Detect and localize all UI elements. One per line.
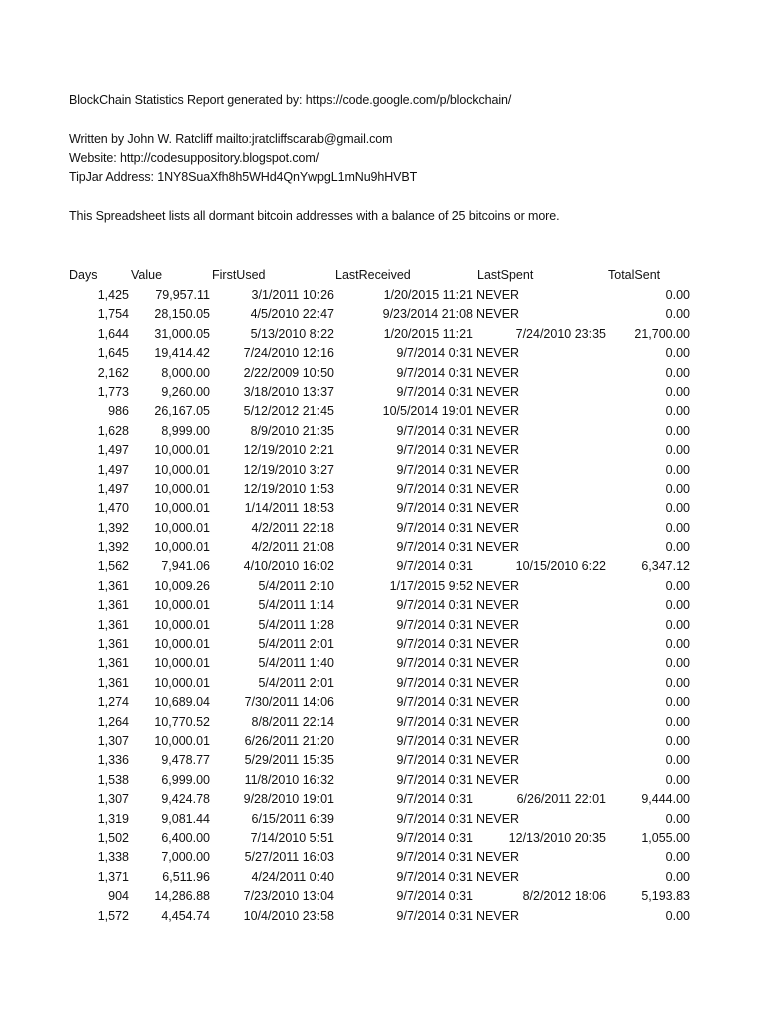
cell-last-spent: NEVER xyxy=(476,384,520,399)
cell-total-sent: 0.00 xyxy=(665,501,690,516)
cell-first-used: 12/19/2010 1:53 xyxy=(243,481,334,496)
cell-last-spent: NEVER xyxy=(476,714,520,729)
cell-value: 7,000.00 xyxy=(161,850,210,865)
cell-total-sent: 0.00 xyxy=(665,443,690,458)
cell-last-spent: NEVER xyxy=(476,869,520,884)
cell-days: 1,562 xyxy=(97,559,129,574)
cell-days: 1,319 xyxy=(97,811,129,826)
table-row xyxy=(0,441,768,460)
cell-value: 10,000.01 xyxy=(154,540,210,555)
cell-days: 1,470 xyxy=(97,501,129,516)
cell-last-received: 9/7/2014 0:31 xyxy=(396,559,473,574)
cell-last-received: 9/7/2014 0:31 xyxy=(396,869,473,884)
cell-last-received: 9/7/2014 0:31 xyxy=(396,443,473,458)
cell-days: 1,497 xyxy=(97,462,129,477)
cell-total-sent: 0.00 xyxy=(665,753,690,768)
cell-first-used: 10/4/2010 23:58 xyxy=(243,908,334,923)
table-row xyxy=(0,887,768,906)
cell-last-spent: 12/13/2010 20:35 xyxy=(508,830,606,845)
table-row xyxy=(0,402,768,421)
cell-last-spent: NEVER xyxy=(476,443,520,458)
cell-last-spent: 8/2/2012 18:06 xyxy=(522,889,606,904)
cell-last-received: 9/7/2014 0:31 xyxy=(396,637,473,652)
table-row xyxy=(0,635,768,654)
cell-value: 10,689.04 xyxy=(154,695,210,710)
cell-last-received: 9/7/2014 0:31 xyxy=(396,501,473,516)
table-body xyxy=(0,286,768,926)
cell-value: 8,999.00 xyxy=(161,423,210,438)
cell-total-sent: 0.00 xyxy=(665,384,690,399)
cell-total-sent: 0.00 xyxy=(665,850,690,865)
cell-days: 1,371 xyxy=(97,869,129,884)
cell-first-used: 5/4/2011 1:28 xyxy=(258,617,334,632)
cell-first-used: 9/28/2010 19:01 xyxy=(243,792,334,807)
cell-total-sent: 6,347.12 xyxy=(641,559,690,574)
cell-last-received: 9/7/2014 0:31 xyxy=(396,617,473,632)
cell-total-sent: 0.00 xyxy=(665,423,690,438)
cell-last-received: 9/7/2014 0:31 xyxy=(396,520,473,535)
cell-last-received: 9/7/2014 0:31 xyxy=(396,753,473,768)
table-row xyxy=(0,557,768,576)
cell-days: 1,392 xyxy=(97,540,129,555)
table-row xyxy=(0,519,768,538)
cell-last-spent: NEVER xyxy=(476,365,520,380)
cell-total-sent: 0.00 xyxy=(665,733,690,748)
cell-total-sent: 0.00 xyxy=(665,695,690,710)
cell-last-received: 9/7/2014 0:31 xyxy=(396,733,473,748)
cell-first-used: 5/4/2011 1:14 xyxy=(258,598,334,613)
cell-total-sent: 21,700.00 xyxy=(634,326,690,341)
cell-first-used: 11/8/2010 16:32 xyxy=(244,772,334,787)
table-row xyxy=(0,577,768,596)
cell-last-spent: NEVER xyxy=(476,288,520,302)
cell-value: 14,286.88 xyxy=(154,889,210,904)
cell-days: 1,307 xyxy=(97,792,129,807)
cell-last-received: 9/7/2014 0:31 xyxy=(396,481,473,496)
cell-last-received: 1/17/2015 9:52 xyxy=(389,578,473,593)
cell-value: 10,000.01 xyxy=(154,675,210,690)
cell-value: 6,999.00 xyxy=(161,772,210,787)
cell-last-spent: NEVER xyxy=(476,811,520,826)
cell-days: 1,773 xyxy=(97,384,129,399)
cell-last-spent: NEVER xyxy=(476,423,520,438)
cell-value: 10,009.26 xyxy=(154,578,210,593)
cell-days: 1,361 xyxy=(97,617,129,632)
cell-last-spent: NEVER xyxy=(476,753,520,768)
cell-days: 1,336 xyxy=(97,753,129,768)
cell-total-sent: 0.00 xyxy=(665,675,690,690)
cell-value: 10,000.01 xyxy=(154,656,210,671)
cell-first-used: 4/10/2010 16:02 xyxy=(243,559,334,574)
cell-days: 1,361 xyxy=(97,637,129,652)
table-row xyxy=(0,654,768,673)
column-header-value: Value xyxy=(131,268,163,282)
cell-value: 9,478.77 xyxy=(161,753,210,768)
cell-value: 7,941.06 xyxy=(161,559,210,574)
cell-days: 1,497 xyxy=(97,481,129,496)
cell-last-received: 9/23/2014 21:08 xyxy=(382,307,473,322)
cell-total-sent: 0.00 xyxy=(665,365,690,380)
cell-total-sent: 0.00 xyxy=(665,481,690,496)
cell-total-sent: 0.00 xyxy=(665,598,690,613)
cell-total-sent: 0.00 xyxy=(665,811,690,826)
tipjar-line: TipJar Address: 1NY8SuaXfh8h5WHd4QnYwpgL1mNu9hHVBT xyxy=(69,170,418,184)
cell-days: 904 xyxy=(108,889,129,904)
cell-first-used: 5/4/2011 1:40 xyxy=(258,656,334,671)
cell-first-used: 5/13/2010 8:22 xyxy=(250,326,334,341)
cell-first-used: 8/8/2011 22:14 xyxy=(251,714,334,729)
cell-total-sent: 0.00 xyxy=(665,714,690,729)
cell-last-spent: 10/15/2010 6:22 xyxy=(515,559,606,574)
cell-first-used: 4/2/2011 21:08 xyxy=(251,540,334,555)
table-row xyxy=(0,461,768,480)
cell-first-used: 5/4/2011 2:01 xyxy=(258,675,334,690)
website-line: Website: http://codesuppository.blogspot.com/ xyxy=(69,151,320,165)
cell-last-received: 9/7/2014 0:31 xyxy=(396,772,473,787)
cell-value: 26,167.05 xyxy=(154,404,210,419)
cell-last-spent: NEVER xyxy=(476,850,520,865)
table-row xyxy=(0,538,768,557)
cell-days: 1,392 xyxy=(97,520,129,535)
cell-last-spent: NEVER xyxy=(476,540,520,555)
cell-days: 1,538 xyxy=(97,772,129,787)
cell-days: 1,502 xyxy=(97,830,129,845)
cell-value: 79,957.11 xyxy=(155,288,210,302)
cell-last-received: 9/7/2014 0:31 xyxy=(396,675,473,690)
cell-total-sent: 0.00 xyxy=(665,772,690,787)
cell-days: 1,361 xyxy=(97,578,129,593)
cell-value: 10,000.01 xyxy=(154,481,210,496)
cell-total-sent: 0.00 xyxy=(665,404,690,419)
column-header-last-spent: LastSpent xyxy=(477,268,534,282)
cell-last-received: 9/7/2014 0:31 xyxy=(396,346,473,361)
cell-days: 1,497 xyxy=(97,443,129,458)
cell-total-sent: 0.00 xyxy=(665,656,690,671)
cell-last-received: 9/7/2014 0:31 xyxy=(396,792,473,807)
cell-days: 1,264 xyxy=(97,714,129,729)
cell-first-used: 5/29/2011 15:35 xyxy=(244,753,334,768)
table-row xyxy=(0,364,768,383)
cell-first-used: 3/18/2010 13:37 xyxy=(243,384,334,399)
table-row xyxy=(0,848,768,867)
cell-total-sent: 0.00 xyxy=(665,346,690,361)
table-header-row xyxy=(0,266,768,286)
cell-last-spent: 7/24/2010 23:35 xyxy=(515,326,606,341)
table-row xyxy=(0,771,768,790)
cell-last-spent: NEVER xyxy=(476,346,520,361)
table-row xyxy=(0,868,768,887)
cell-last-spent: NEVER xyxy=(476,462,520,477)
cell-value: 10,000.01 xyxy=(154,520,210,535)
cell-total-sent: 0.00 xyxy=(665,869,690,884)
cell-first-used: 2/22/2009 10:50 xyxy=(243,365,334,380)
cell-last-received: 9/7/2014 0:31 xyxy=(396,423,473,438)
column-header-first-used: FirstUsed xyxy=(212,268,266,282)
cell-days: 1,572 xyxy=(97,908,129,923)
cell-total-sent: 0.00 xyxy=(665,578,690,593)
cell-last-received: 9/7/2014 0:31 xyxy=(396,656,473,671)
cell-days: 1,644 xyxy=(97,326,129,341)
cell-total-sent: 0.00 xyxy=(665,307,690,322)
table-row xyxy=(0,596,768,615)
cell-total-sent: 5,193.83 xyxy=(641,889,690,904)
cell-last-spent: NEVER xyxy=(476,617,520,632)
cell-value: 6,511.96 xyxy=(162,869,210,884)
table-row xyxy=(0,616,768,635)
author-line: Written by John W. Ratcliff mailto:jratcliffscarab@gmail.com xyxy=(69,132,393,146)
cell-last-spent: NEVER xyxy=(476,520,520,535)
cell-last-spent: NEVER xyxy=(476,637,520,652)
cell-total-sent: 0.00 xyxy=(665,520,690,535)
column-header-last-received: LastReceived xyxy=(335,268,411,282)
cell-last-spent: NEVER xyxy=(476,578,520,593)
cell-last-spent: NEVER xyxy=(476,598,520,613)
cell-first-used: 7/30/2011 14:06 xyxy=(244,695,334,710)
table-row xyxy=(0,790,768,809)
table-row xyxy=(0,383,768,402)
cell-value: 9,081.44 xyxy=(161,811,210,826)
cell-last-received: 9/7/2014 0:31 xyxy=(396,811,473,826)
cell-total-sent: 0.00 xyxy=(665,288,690,302)
cell-last-spent: NEVER xyxy=(476,481,520,496)
table-row xyxy=(0,344,768,363)
table-row xyxy=(0,480,768,499)
table-row xyxy=(0,810,768,829)
cell-days: 1,754 xyxy=(97,307,129,322)
cell-value: 10,770.52 xyxy=(154,714,210,729)
cell-value: 28,150.05 xyxy=(154,307,210,322)
cell-last-received: 9/7/2014 0:31 xyxy=(396,384,473,399)
cell-first-used: 8/9/2010 21:35 xyxy=(250,423,334,438)
table-row xyxy=(0,325,768,344)
cell-value: 4,454.74 xyxy=(161,908,210,923)
cell-last-received: 9/7/2014 0:31 xyxy=(396,462,473,477)
cell-total-sent: 0.00 xyxy=(665,908,690,923)
cell-last-received: 9/7/2014 0:31 xyxy=(396,714,473,729)
table-row xyxy=(0,713,768,732)
dormant-addresses-table xyxy=(0,266,768,926)
cell-last-spent: NEVER xyxy=(476,307,520,322)
cell-value: 9,260.00 xyxy=(161,384,210,399)
cell-total-sent: 0.00 xyxy=(665,462,690,477)
description-line: This Spreadsheet lists all dormant bitcoin addresses with a balance of 25 bitcoins or more. xyxy=(69,209,560,223)
cell-first-used: 3/1/2011 10:26 xyxy=(251,288,334,302)
cell-last-spent: NEVER xyxy=(476,656,520,671)
cell-value: 9,424.78 xyxy=(161,792,210,807)
cell-last-spent: NEVER xyxy=(476,695,520,710)
cell-total-sent: 9,444.00 xyxy=(641,792,690,807)
cell-days: 1,361 xyxy=(97,675,129,690)
column-header-total-sent: TotalSent xyxy=(608,268,661,282)
cell-value: 31,000.05 xyxy=(154,326,210,341)
cell-days: 1,338 xyxy=(97,850,129,865)
cell-value: 10,000.01 xyxy=(154,733,210,748)
column-header-days: Days xyxy=(69,268,98,282)
cell-first-used: 5/4/2011 2:01 xyxy=(258,637,334,652)
cell-last-spent: NEVER xyxy=(476,501,520,516)
table-row xyxy=(0,305,768,324)
cell-last-received: 9/7/2014 0:31 xyxy=(396,908,473,923)
cell-last-received: 1/20/2015 11:21 xyxy=(383,326,473,341)
cell-last-received: 9/7/2014 0:31 xyxy=(396,830,473,845)
report-generator-line: BlockChain Statistics Report generated by: https://code.google.com/p/blockchain/ xyxy=(69,93,512,107)
cell-days: 986 xyxy=(108,404,129,419)
cell-last-received: 1/20/2015 11:21 xyxy=(383,288,473,302)
cell-last-received: 9/7/2014 0:31 xyxy=(396,540,473,555)
cell-first-used: 4/5/2010 22:47 xyxy=(250,307,334,322)
table-row xyxy=(0,674,768,693)
cell-days: 1,307 xyxy=(97,733,129,748)
cell-total-sent: 0.00 xyxy=(665,540,690,555)
cell-last-received: 9/7/2014 0:31 xyxy=(396,850,473,865)
cell-total-sent: 0.00 xyxy=(665,617,690,632)
cell-first-used: 7/24/2010 12:16 xyxy=(243,346,334,361)
cell-last-received: 9/7/2014 0:31 xyxy=(396,695,473,710)
cell-last-spent: 6/26/2011 22:01 xyxy=(516,792,606,807)
cell-days: 1,361 xyxy=(97,598,129,613)
cell-last-received: 9/7/2014 0:31 xyxy=(396,889,473,904)
cell-last-spent: NEVER xyxy=(476,733,520,748)
cell-value: 19,414.42 xyxy=(154,346,210,361)
cell-total-sent: 0.00 xyxy=(665,637,690,652)
cell-first-used: 12/19/2010 2:21 xyxy=(243,443,334,458)
cell-value: 10,000.01 xyxy=(154,598,210,613)
cell-days: 2,162 xyxy=(97,365,129,380)
cell-days: 1,425 xyxy=(97,288,129,302)
cell-value: 8,000.00 xyxy=(161,365,210,380)
cell-days: 1,274 xyxy=(97,695,129,710)
table-row xyxy=(0,751,768,770)
cell-last-spent: NEVER xyxy=(476,908,520,923)
cell-last-spent: NEVER xyxy=(476,404,520,419)
table-row xyxy=(0,286,768,305)
cell-first-used: 7/14/2010 5:51 xyxy=(250,830,334,845)
cell-first-used: 5/4/2011 2:10 xyxy=(258,578,334,593)
cell-days: 1,645 xyxy=(97,346,129,361)
cell-first-used: 5/27/2011 16:03 xyxy=(244,850,334,865)
cell-total-sent: 1,055.00 xyxy=(641,830,690,845)
cell-value: 10,000.01 xyxy=(154,443,210,458)
cell-first-used: 4/24/2011 0:40 xyxy=(251,869,334,884)
cell-last-received: 9/7/2014 0:31 xyxy=(396,365,473,380)
cell-last-received: 10/5/2014 19:01 xyxy=(382,404,473,419)
cell-first-used: 7/23/2010 13:04 xyxy=(243,889,334,904)
table-row xyxy=(0,829,768,848)
cell-first-used: 12/19/2010 3:27 xyxy=(243,462,334,477)
cell-last-spent: NEVER xyxy=(476,675,520,690)
table-row xyxy=(0,499,768,518)
cell-days: 1,361 xyxy=(97,656,129,671)
cell-value: 6,400.00 xyxy=(161,830,210,845)
table-row xyxy=(0,732,768,751)
cell-value: 10,000.01 xyxy=(154,637,210,652)
cell-value: 10,000.01 xyxy=(154,462,210,477)
cell-days: 1,628 xyxy=(97,423,129,438)
table-row xyxy=(0,422,768,441)
cell-first-used: 1/14/2011 18:53 xyxy=(244,501,334,516)
cell-first-used: 4/2/2011 22:18 xyxy=(251,520,334,535)
cell-last-spent: NEVER xyxy=(476,772,520,787)
cell-first-used: 5/12/2012 21:45 xyxy=(243,404,334,419)
cell-value: 10,000.01 xyxy=(154,501,210,516)
table-row xyxy=(0,907,768,926)
table-row xyxy=(0,693,768,712)
cell-first-used: 6/26/2011 21:20 xyxy=(244,733,334,748)
cell-first-used: 6/15/2011 6:39 xyxy=(251,811,334,826)
cell-value: 10,000.01 xyxy=(154,617,210,632)
cell-last-received: 9/7/2014 0:31 xyxy=(396,598,473,613)
